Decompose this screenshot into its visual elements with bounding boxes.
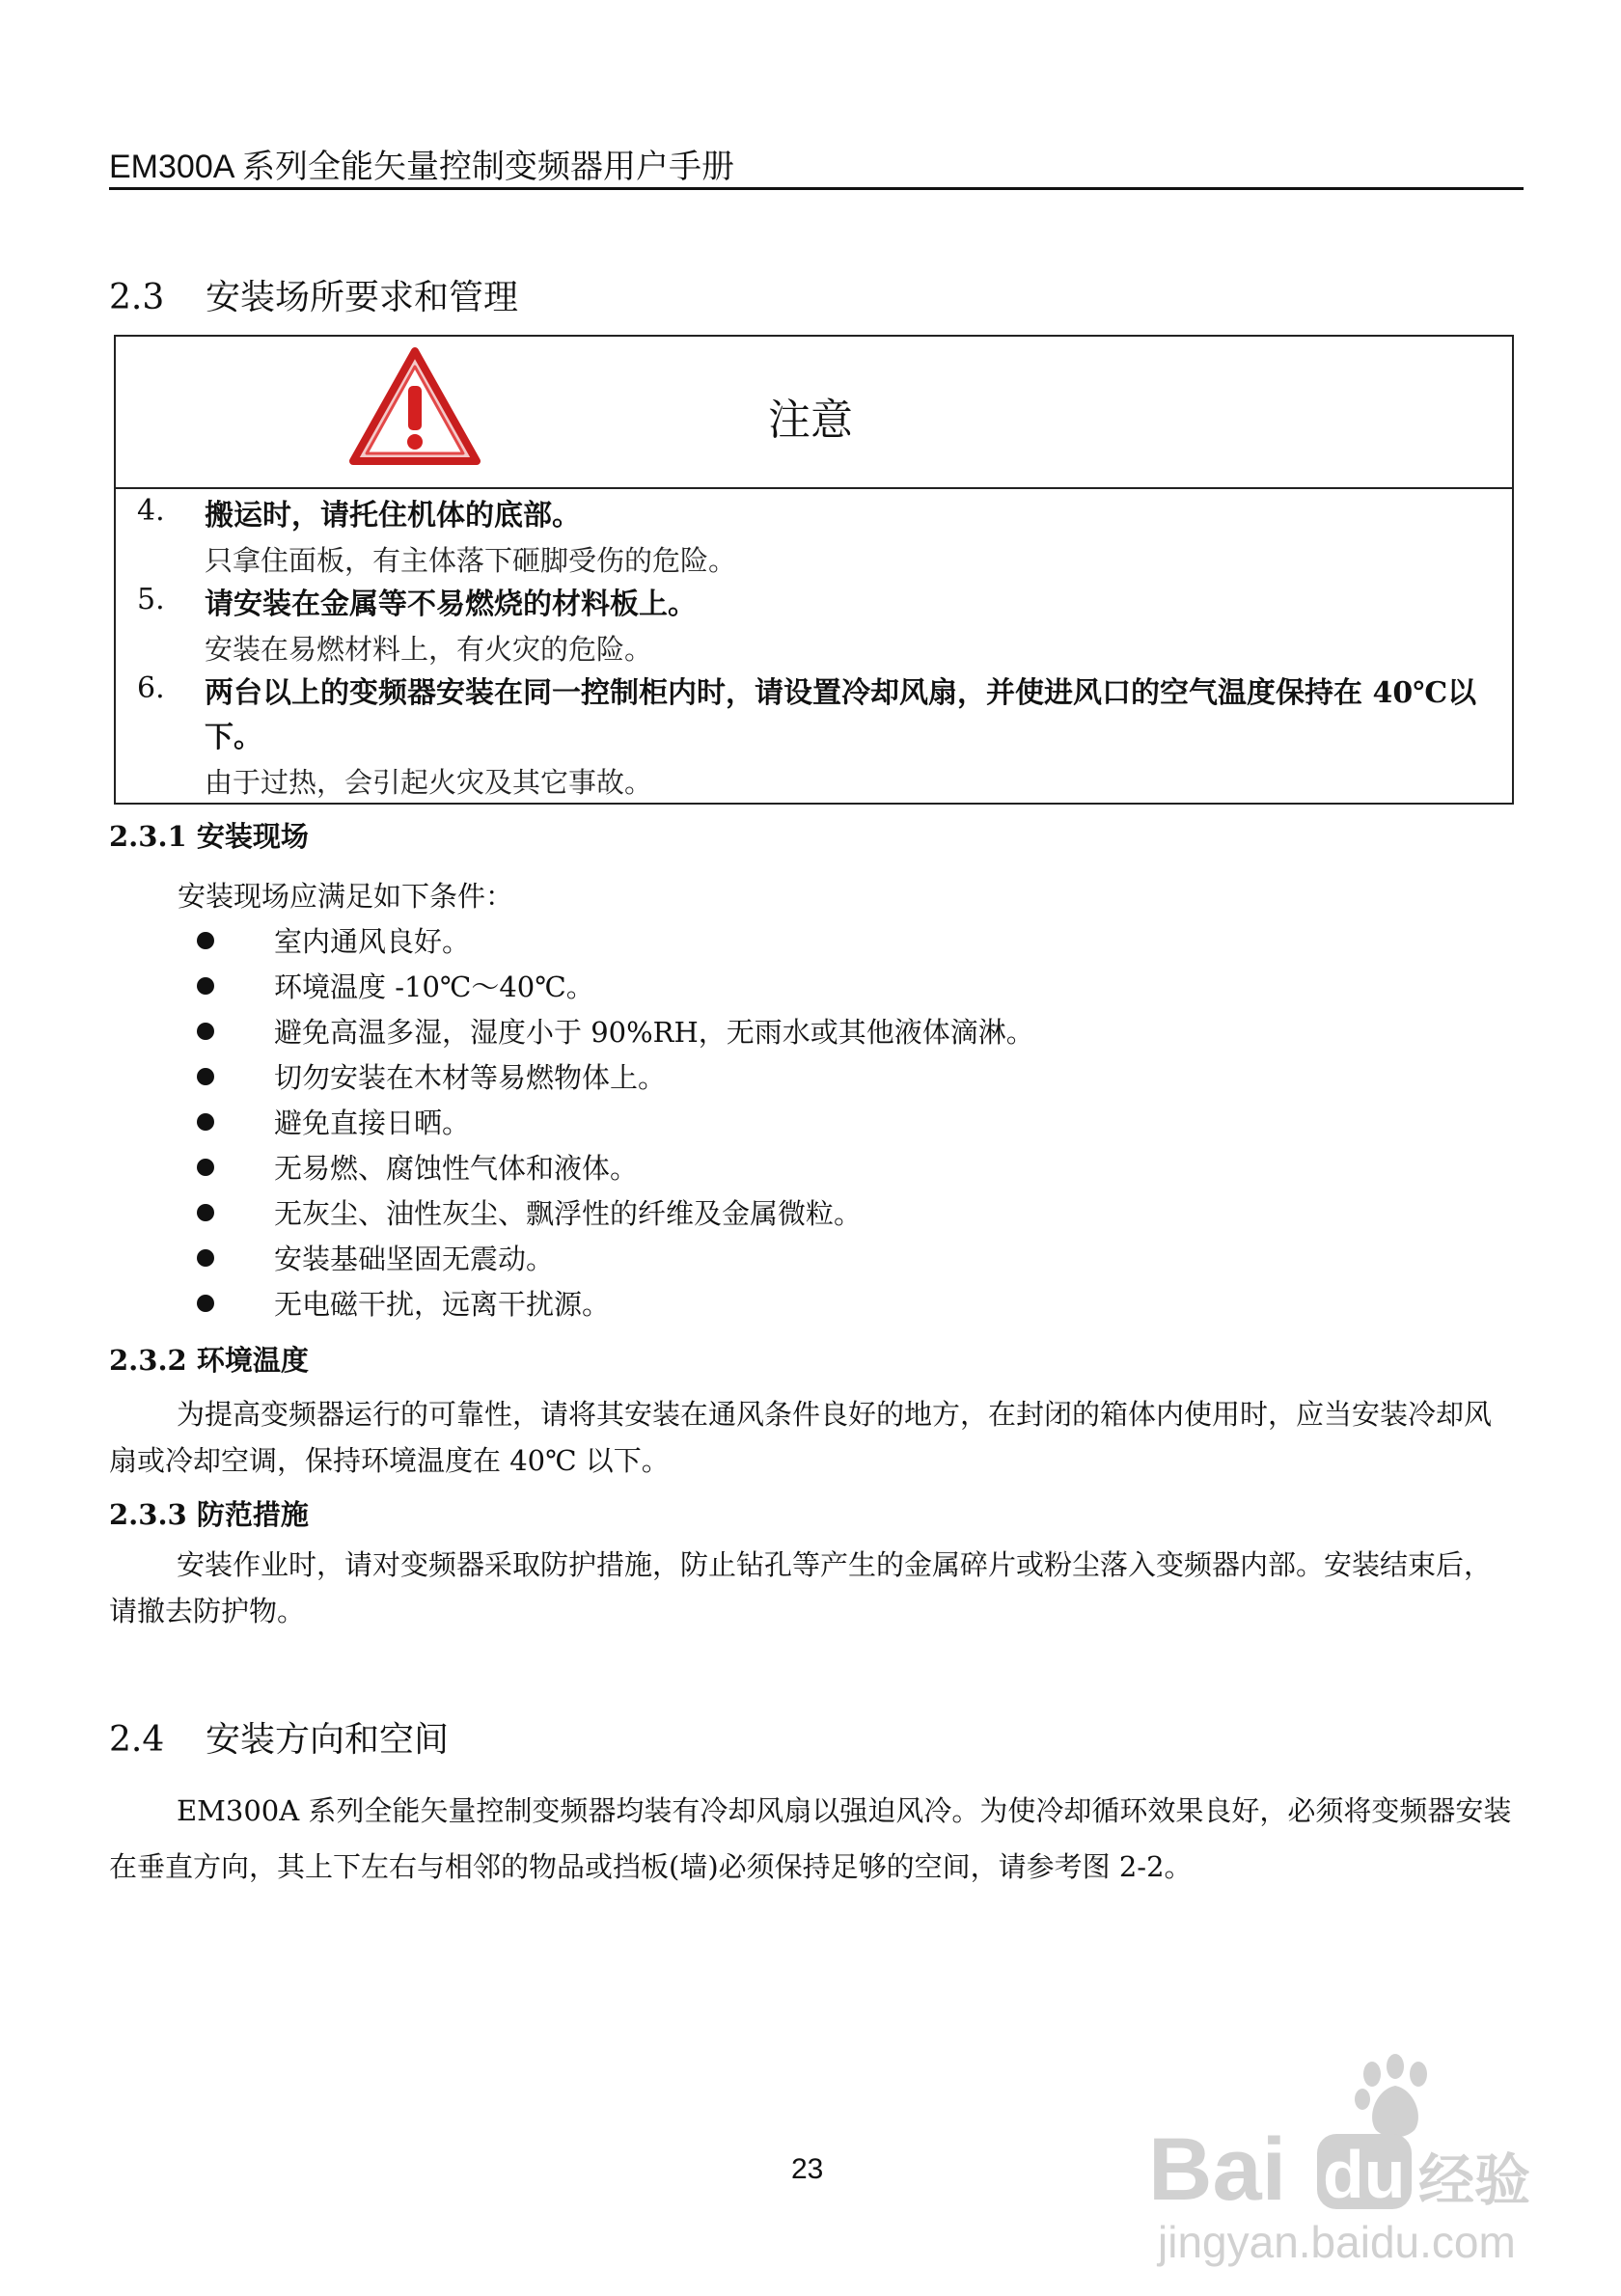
bullet-icon (197, 977, 214, 995)
subsection-2-3-2-heading: 2.3.2 环境温度 (109, 1344, 309, 1377)
caution-item-note: 只拿住面板，有主体落下砸脚受伤的危险。 (205, 544, 737, 577)
bullet-icon (197, 1068, 214, 1085)
caution-item-note: 由于过热，会引起火灾及其它事故。 (205, 766, 653, 799)
subsection-2-3-3-heading: 2.3.3 防范措施 (109, 1498, 309, 1531)
caution-item-number: 5. (137, 583, 165, 616)
mounting-direction-paragraph: EM300A 系列全能矢量控制变频器均装有冷却风扇以强迫风冷。为使冷却循环效果良好，必须将变频器安装在垂直方向，其上下左右与相邻的物品或挡板(墙)必须保持足够的空间，请参考图 2-2。 (109, 1794, 1512, 1883)
section-number: 2.4 (109, 1720, 165, 1760)
caution-item-number: 4. (137, 494, 165, 528)
section-title: 安装方向和空间 (206, 1720, 450, 1760)
caution-item-bold: 两台以上的变频器安装在同一控制柜内时，请设置冷却风扇，并使进风口的空气温度保持在 40℃以下。 (205, 676, 1477, 754)
warning-triangle-icon (347, 345, 482, 469)
bullet-icon (197, 1023, 214, 1040)
caution-box (114, 335, 1514, 805)
caution-header (116, 337, 1512, 489)
page-number: 23 (791, 2153, 824, 2185)
header-rule (109, 187, 1524, 190)
caution-item-note: 安装在易燃材料上，有火灾的危险。 (205, 633, 653, 666)
bullet-icon (197, 1159, 214, 1176)
bullet-icon (197, 1249, 214, 1267)
watermark-url: jingyan.baidu.com (1158, 2217, 1516, 2267)
document-header-title: EM300A 系列全能矢量控制变频器用户手册 (109, 149, 734, 185)
install-site-intro: 安装现场应满足如下条件： (178, 880, 514, 913)
subsection-2-3-1-heading: 2.3.1 安装现场 (109, 820, 309, 853)
ambient-temperature-paragraph: 为提高变频器运行的可靠性，请将其安装在通风条件良好的地方，在封闭的箱体内使用时，应当安装冷却风扇或冷却空调，保持环境温度在 40℃ 以下。 (109, 1398, 1493, 1477)
precautions-paragraph: 安装作业时，请对变频器采取防护措施，防止钻孔等产生的金属碎片或粉尘落入变频器内部。安装结束后，请撤去防护物。 (109, 1548, 1493, 1627)
section-number: 2.3 (109, 278, 165, 317)
bullet-icon (197, 1113, 214, 1131)
baidu-jingyan-watermark (1148, 2045, 1534, 2267)
bullet-icon (197, 932, 214, 949)
section-2-3-heading (109, 270, 518, 319)
section-title: 安装场所要求和管理 (206, 278, 519, 317)
section-2-4-heading (109, 1712, 449, 1762)
watermark-brand-cn: 经验 (1418, 2147, 1531, 2213)
bullet-icon (197, 1295, 214, 1312)
caution-item-bold: 搬运时，请托住机体的底部。 (205, 499, 581, 533)
watermark-brand-right: du (1323, 2137, 1406, 2212)
bullet-icon (197, 1204, 214, 1221)
caution-title: 注意 (768, 396, 853, 444)
caution-item-bold: 请安装在金属等不易燃烧的材料板上。 (205, 588, 697, 621)
watermark-brand-left: Bai (1148, 2120, 1287, 2219)
caution-item-number: 6. (137, 671, 165, 705)
